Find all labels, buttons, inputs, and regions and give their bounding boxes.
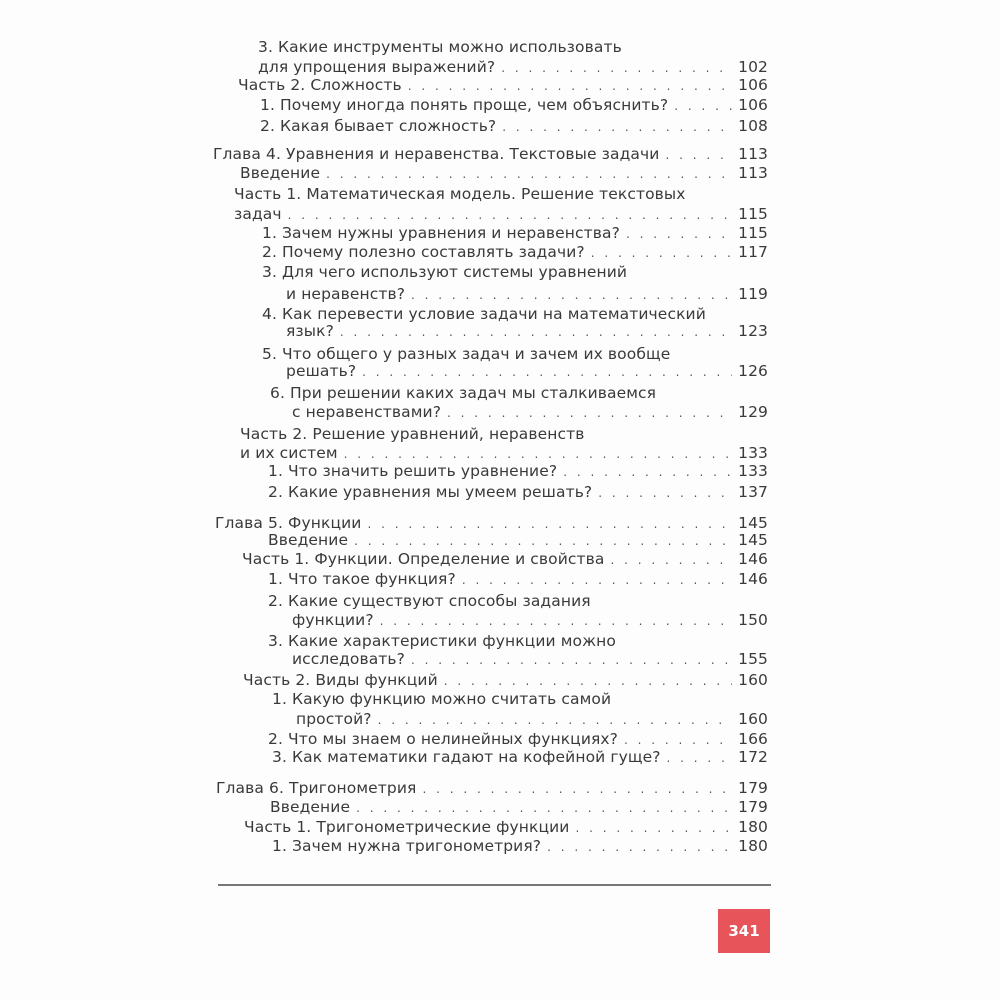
dot-leader	[462, 571, 732, 589]
toc-entry-page-number: 133	[738, 462, 768, 480]
dot-leader	[575, 819, 732, 837]
toc-entry-title: язык?	[286, 322, 334, 340]
toc-entry-page-number: 145	[738, 531, 768, 549]
toc-entry	[262, 224, 768, 243]
toc-entry-page-number: 126	[738, 362, 768, 380]
toc-entry-page-number: 113	[738, 164, 768, 182]
toc-entry	[286, 362, 768, 381]
toc-entry-title: 4. Как перевести условие задачи на математический	[262, 305, 706, 323]
dot-leader	[626, 225, 732, 243]
dot-leader	[591, 244, 732, 262]
toc-entry	[296, 710, 768, 729]
toc-entry	[260, 96, 768, 115]
toc-entry	[213, 145, 768, 164]
dot-leader	[340, 323, 732, 341]
toc-entry	[292, 650, 768, 669]
toc-entry-title: Часть 1. Математическая модель. Решение текстовых	[234, 185, 686, 203]
toc-entry-title: 1. Зачем нужны уравнения и неравенства?	[262, 224, 620, 242]
dot-leader	[422, 780, 732, 798]
toc-entry	[272, 690, 611, 708]
toc-entry	[268, 592, 591, 610]
toc-entry-page-number: 129	[738, 403, 768, 421]
dot-leader	[674, 97, 732, 115]
toc-entry-title: Глава 5. Функции	[215, 514, 362, 532]
toc-entry-title: Введение	[268, 531, 349, 549]
toc-entry-title: задач	[234, 205, 282, 223]
toc-entry-title: 3. Как математики гадают на кофейной гуще?	[272, 748, 661, 766]
toc-entry-title: с неравенствами?	[292, 403, 442, 421]
dot-leader	[356, 799, 732, 817]
toc-entry-title: 3. Какие характеристики функции можно	[268, 632, 616, 650]
toc-entry-page-number: 150	[738, 611, 768, 629]
toc-entry-title: 2. Почему полезно составлять задачи?	[262, 243, 585, 261]
toc-entry	[286, 322, 768, 341]
toc-entry-title: 3. Для чего используют системы уравнений	[262, 263, 628, 281]
toc-entry-title: Часть 1. Функции. Определение и свойства	[242, 550, 605, 568]
dot-leader	[447, 404, 732, 422]
dot-leader	[598, 484, 732, 502]
dot-leader	[378, 711, 733, 729]
toc-entry-title: 1. Что такое функция?	[268, 570, 456, 588]
dot-leader	[380, 612, 732, 630]
toc-entry-page-number: 113	[738, 145, 768, 163]
toc-entry	[234, 185, 686, 203]
toc-entry-title: и их систем	[240, 444, 338, 462]
toc-entry-page-number: 160	[738, 671, 768, 689]
toc-entry	[268, 730, 768, 749]
toc-entry	[268, 531, 768, 550]
toc-entry-title: 2. Что мы знаем о нелинейных функциях?	[268, 730, 619, 748]
toc-entry-page-number: 180	[738, 818, 768, 836]
toc-entry-page-number: 179	[738, 779, 768, 797]
toc-entry-title: Глава 4. Уравнения и неравенства. Текстовые задачи	[213, 145, 660, 163]
toc-entry-page-number: 180	[738, 837, 768, 855]
toc-entry-page-number: 146	[738, 550, 768, 568]
toc-entry	[292, 611, 768, 630]
dot-leader	[354, 532, 732, 550]
toc-entry-page-number: 123	[738, 322, 768, 340]
toc-entry-page-number: 137	[738, 483, 768, 501]
footer-rule	[218, 884, 771, 886]
toc-entry	[272, 748, 768, 767]
toc-entry	[272, 837, 768, 856]
toc-entry-title: 1. Какую функцию можно считать самой	[272, 690, 612, 708]
toc-entry-title: Глава 6. Тригонометрия	[216, 779, 417, 797]
toc-entry-title: 2. Какая бывает сложность?	[260, 117, 497, 135]
dot-leader	[611, 551, 733, 569]
toc-entry-title: Введение	[270, 798, 351, 816]
toc-entry-title: Часть 1. Тригонометрические функции	[244, 818, 570, 836]
toc-entry	[240, 164, 768, 183]
toc-entry	[268, 632, 616, 650]
toc-entry	[268, 462, 768, 481]
toc-entry	[270, 384, 656, 402]
toc-entry-page-number: 106	[738, 96, 768, 114]
dot-leader	[665, 146, 732, 164]
toc-entry-page-number: 160	[738, 710, 768, 728]
toc-entry-title: 2. Какие существуют способы задания	[268, 592, 591, 610]
dot-leader	[288, 206, 732, 224]
toc-entry	[270, 798, 768, 817]
toc-entry-page-number: 179	[738, 798, 768, 816]
toc-entry	[244, 818, 768, 837]
dot-leader	[502, 118, 732, 136]
toc-entry	[216, 779, 768, 798]
toc-entry	[262, 305, 706, 323]
toc-entry-title: для упрощения выражений?	[258, 58, 496, 76]
toc-entry-title: 2. Какие уравнения мы умеем решать?	[268, 483, 593, 501]
toc-entry-title: 1. Почему иногда понять проще, чем объяснить?	[260, 96, 669, 114]
dot-leader	[362, 363, 732, 381]
toc-entry	[240, 425, 584, 443]
toc-entry-title: 3. Какие инструменты можно использовать	[258, 38, 622, 56]
dot-leader	[444, 672, 732, 690]
toc-entry	[243, 671, 768, 690]
dot-leader	[344, 445, 732, 463]
toc-entry	[286, 285, 768, 304]
dot-leader	[326, 165, 732, 183]
toc-entry-title: 5. Что общего у разных задач и зачем их вообще	[262, 345, 671, 363]
toc-entry-title: Введение	[240, 164, 321, 182]
toc-entry-page-number: 115	[738, 205, 768, 223]
toc-entry-page-number: 166	[738, 730, 768, 748]
toc-entry-page-number: 106	[738, 76, 768, 94]
toc-entry	[234, 205, 768, 224]
toc-entry	[258, 58, 768, 77]
toc-entry-title: 1. Что значить решить уравнение?	[268, 462, 558, 480]
toc-entry-page-number: 172	[738, 748, 768, 766]
dot-leader	[624, 731, 732, 749]
toc-entry-title: функции?	[292, 611, 374, 629]
toc-entry-page-number: 146	[738, 570, 768, 588]
toc-entry	[268, 570, 768, 589]
toc-entry	[268, 483, 768, 502]
toc-entry	[242, 550, 768, 569]
toc-entry	[260, 117, 768, 136]
toc-entry	[258, 38, 622, 56]
toc-entry	[262, 243, 768, 262]
toc-entry-page-number: 102	[738, 58, 768, 76]
toc-entry-title: Часть 2. Виды функций	[243, 671, 438, 689]
dot-leader	[501, 59, 732, 77]
toc-entry	[292, 403, 768, 422]
toc-entry-title: 6. При решении каких задач мы сталкиваемся	[270, 384, 657, 402]
toc-entry-page-number: 115	[738, 224, 768, 242]
toc-entry-page-number: 108	[738, 117, 768, 135]
toc-entry-title: Часть 2. Сложность	[238, 76, 402, 94]
toc-entry	[238, 76, 768, 95]
toc-entry-title: решать?	[286, 362, 357, 380]
toc-entry-page-number: 145	[738, 514, 768, 532]
toc-entry-title: и неравенств?	[286, 285, 406, 303]
toc-entry-page-number: 119	[738, 285, 768, 303]
dot-leader	[408, 77, 732, 95]
toc-entry-title: простой?	[296, 710, 372, 728]
toc-entry	[240, 444, 768, 463]
dot-leader	[411, 651, 732, 669]
dot-leader	[547, 838, 732, 856]
toc-entry	[262, 345, 670, 363]
toc-entry-page-number: 133	[738, 444, 768, 462]
toc-entry	[262, 263, 627, 281]
dot-leader	[411, 286, 732, 304]
toc-entry-title: Часть 2. Решение уравнений, неравенств	[240, 425, 585, 443]
toc-entry-page-number: 155	[738, 650, 768, 668]
toc-entry-title: 1. Зачем нужна тригонометрия?	[272, 837, 542, 855]
dot-leader	[563, 463, 732, 481]
dot-leader	[667, 749, 733, 767]
toc-entry-page-number: 117	[738, 243, 768, 261]
toc-entry-title: исследовать?	[292, 650, 405, 668]
page-number-badge: 341	[718, 909, 770, 953]
